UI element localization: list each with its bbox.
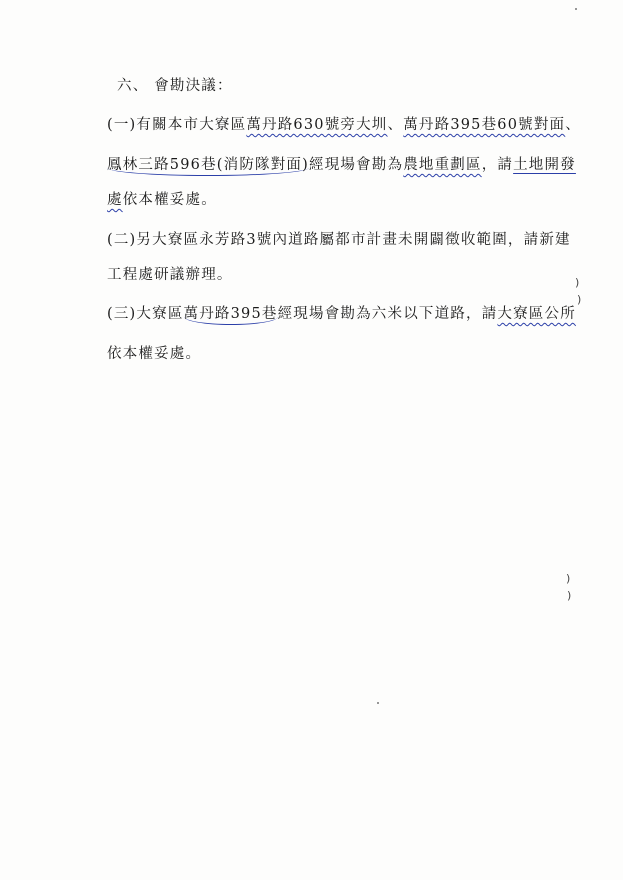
item-1-separator: 、 [387,117,404,133]
item-3-mid-text: 經現場會勘為六米以下道路，請 [277,306,498,322]
item-1-comma: ，請 [481,157,514,173]
binding-mark: ) [567,589,572,602]
item-2-line-2: 工程處研議辦理。 [107,267,233,283]
binding-mark: ) [566,572,571,585]
item-1-road-3: 鳳林三路596巷(消防隊對面) [107,157,309,176]
item-3-road: 萬丹路395巷 [184,306,278,325]
item-1-line-3 [107,191,217,209]
item-1-prefix: (一)有關本市大寮區 [107,117,247,133]
item-3-line-2: 依本權妥處。 [107,346,202,362]
item-1-rest: 依本權妥處。 [122,192,217,208]
item-2-line-1: (二)另大寮區永芳路3號內道路屬都市計畫未開闢徵收範圍，請新建 [107,232,571,248]
item-1-zone: 農地重劃區 [403,157,482,173]
item-1-agency-end: 處 [107,192,123,208]
binding-mark: ) [575,276,580,289]
item-3-prefix: (三)大寮區 [107,306,184,322]
binding-mark: ) [577,293,582,306]
section-heading: 六、 會勘決議： [117,78,233,94]
item-1-line-1-end: 、 [565,117,581,133]
item-1-road-2: 萬丹路395巷60號對面 [403,117,566,133]
item-3-line-1 [107,305,576,323]
item-1-mid-text: 經現場會勘為 [309,157,404,173]
item-3-office: 大寮區公所 [497,306,576,322]
item-1-agency: 土地開發 [513,157,576,173]
item-1-road-1: 萬丹路630號旁大圳 [246,117,388,133]
scan-speck [377,702,379,704]
scan-speck [575,8,577,10]
item-1-line-1 [107,116,581,134]
item-1-line-2 [107,156,576,174]
